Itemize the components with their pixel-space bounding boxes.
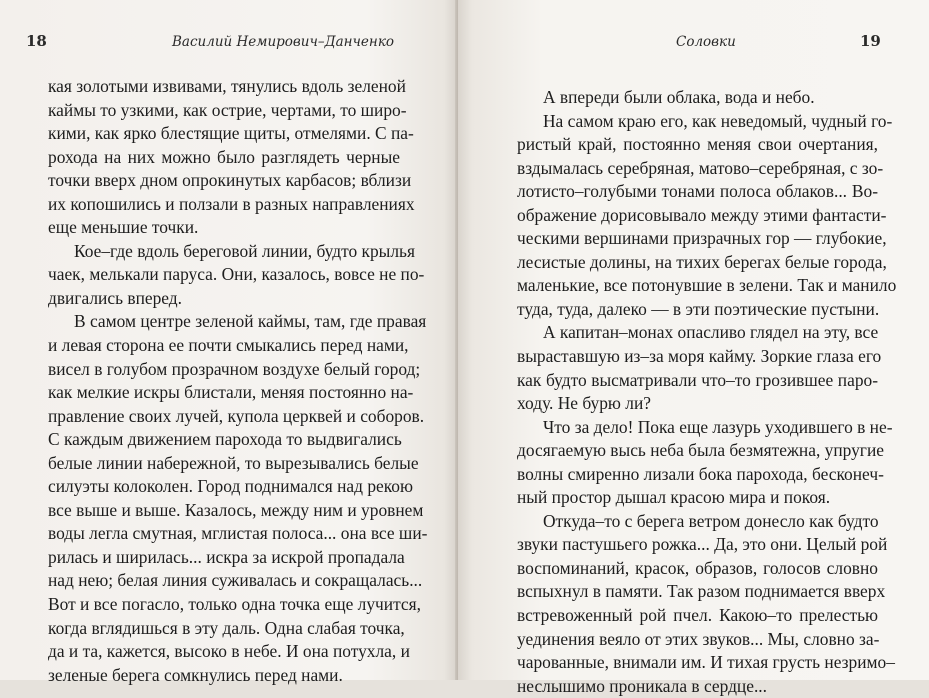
text-line: На самом краю его, как неведомый, чудный го- xyxy=(543,110,893,131)
text-line: встревоженный рой пчел. Какою–то прелестью xyxy=(517,605,878,626)
text-line: точки вверх дном опрокинутых карбасов; вблизи xyxy=(48,170,412,191)
text-line: чаек, мелькали паруса. Они, казалось, вовсе не по- xyxy=(48,264,425,285)
text-line: зеленые берега сомкнулись перед нами. xyxy=(48,664,343,685)
text-line: звуки пастушьего рожка... Да, это они. Целый рой xyxy=(517,534,888,555)
text-line: досягаемую высь неба была безмятежна, упругие xyxy=(517,440,884,461)
text-line: как будто высматривали что–то грозившее паро- xyxy=(517,369,878,390)
left-page xyxy=(0,0,458,685)
text-line: вздымалась серебряная, матово–серебряная, с зо- xyxy=(517,157,884,178)
text-line: А впереди были облака, вода и небо. xyxy=(543,87,815,107)
text-line: висел в голубом прозрачном воздухе белый город; xyxy=(48,358,421,379)
text-line: белые линии набережной, то вырезывались белые xyxy=(48,452,419,473)
text-line: кими, как ярко блестящие щиты, отмелями. С па- xyxy=(48,123,414,144)
text-line: каймы то узкими, как острие, чертами, то широ- xyxy=(48,99,407,120)
text-line: Кое–где вдоль береговой линии, будто крылья xyxy=(74,240,415,261)
text-line: маленькие, все потонувшие в зелени. Так и манило xyxy=(517,275,897,296)
text-line: ображение дорисовывало между этими фантасти- xyxy=(517,204,887,225)
text-line: лесистые долины, на тихих берегах белые города, xyxy=(517,251,887,272)
text-line: двигались вперед. xyxy=(48,287,182,308)
right-running-head: Соловки xyxy=(676,34,736,50)
text-line: ристый край, постоянно меняя свои очертания, xyxy=(517,134,878,155)
text-line: Вот и все погасло, только одна точка еще лучится, xyxy=(48,594,421,615)
text-line: да и та, кажется, высоко в небе. И она потухла, и xyxy=(48,641,410,662)
left-page-number: 18 xyxy=(26,32,47,50)
text-line: туда, туда, далеко — в эти поэтические пустыни. xyxy=(517,298,880,319)
text-line: неслышимо проникала в сердце... xyxy=(517,675,767,696)
text-line: В самом центре зеленой каймы, там, где правая xyxy=(74,311,427,332)
text-line: правление своих лучей, купола церквей и соборов. xyxy=(48,405,425,426)
text-line: А капитан–монах опасливо глядел на эту, все xyxy=(543,322,879,343)
text-line: выраставшую из–за моря кайму. Зоркие глаза его xyxy=(517,346,882,367)
right-body-text xyxy=(517,86,897,698)
text-line: ходу. Не бурю ли? xyxy=(517,393,651,414)
text-line: рохода на них можно было разглядеть черные xyxy=(48,146,400,167)
text-line: лотисто–голубыми тонами полоса облаков... Во- xyxy=(517,181,878,202)
text-line: Откуда–то с берега ветром донесло как будто xyxy=(543,510,879,531)
right-page-number: 19 xyxy=(860,32,881,50)
text-line: волны смиренно лизали бока парохода, бесконеч- xyxy=(517,463,884,484)
text-line: рилась и ширилась... искра за искрой пропадала xyxy=(48,546,405,567)
text-line: кая золотыми извивами, тянулись вдоль зеленой xyxy=(48,76,406,96)
text-line: вспыхнул в памяти. Так разом поднимается вверх xyxy=(517,581,886,602)
text-line: чарованные, внимали им. И тихая грусть незримо– xyxy=(517,652,895,673)
text-line: ческими вершинами призрачных гор — глубокие, xyxy=(517,228,887,249)
text-line: над нею; белая линия суживалась и сокращалась... xyxy=(48,570,423,591)
left-body-text xyxy=(48,75,428,687)
text-line: и левая сторона ее почти смыкались перед нами, xyxy=(48,335,409,356)
text-line: еще меньшие точки. xyxy=(48,217,199,238)
text-line: ный простор дышал красою мира и покоя. xyxy=(517,487,831,508)
text-line: когда вглядишься в эту даль. Одна слабая точка, xyxy=(48,617,405,638)
text-line: как мелкие искры блистали, меняя постоянно на- xyxy=(48,382,414,403)
right-page xyxy=(458,0,929,696)
text-line: Что за дело! Пока еще лазурь уходившего в не- xyxy=(543,416,893,437)
left-running-head: Василий Немирович–Данченко xyxy=(172,34,395,50)
text-line: их копошились и ползали в разных направлениях xyxy=(48,193,415,214)
text-line: С каждым движением парохода то выдвигались xyxy=(48,429,402,450)
text-line: воды легла смутная, мглистая полоса... она все ши- xyxy=(48,523,428,544)
text-line: силуэты колоколен. Город поднимался над рекою xyxy=(48,476,413,497)
text-line: все выше и выше. Казалось, между ним и уровнем xyxy=(48,499,424,520)
text-line: уединения веяло от этих звуков... Мы, словно за- xyxy=(517,628,880,649)
text-line: воспоминаний, красок, образов, голосов словно xyxy=(517,557,878,578)
